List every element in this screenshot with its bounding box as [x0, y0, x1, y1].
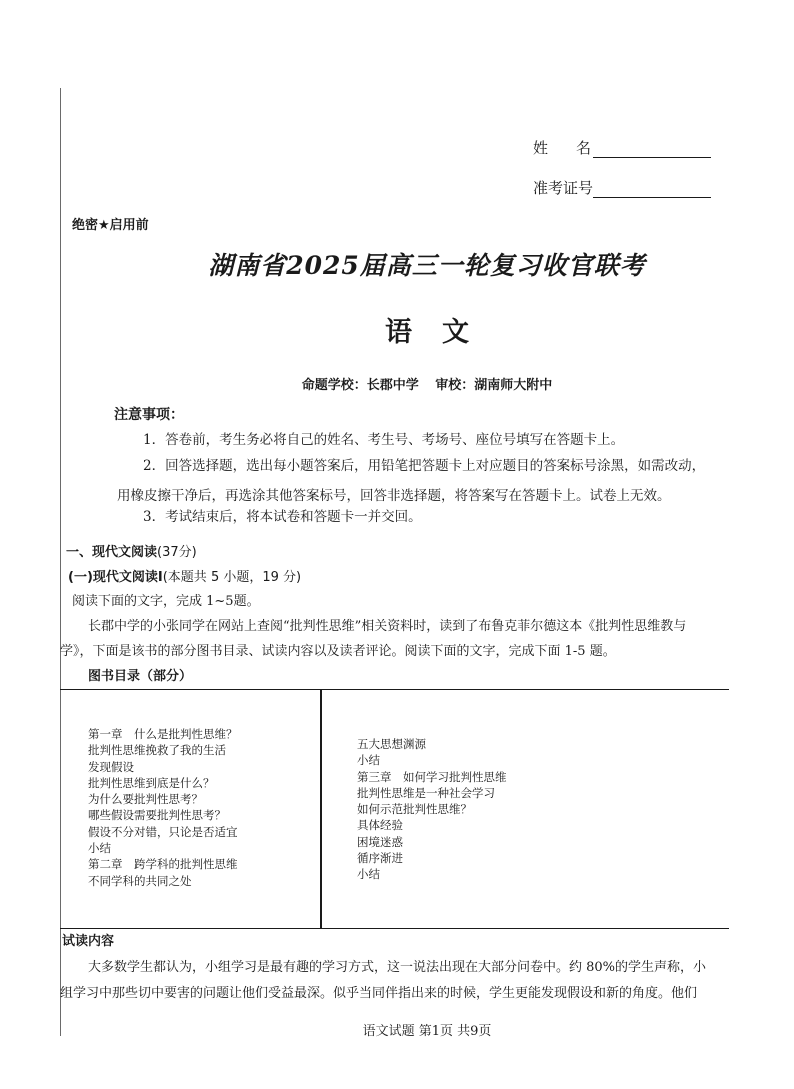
toc-entry: 为什么要批判性思考？	[88, 792, 203, 807]
toc-entry: 具体经验	[357, 818, 403, 833]
toc-entry: 小结	[357, 867, 380, 882]
notice-item-1: 1．答卷前，考生务必将自己的姓名、考生号、考场号、座位号填写在答题卡上。	[143, 432, 625, 448]
review-school: 审校：湖南师大附中	[435, 378, 553, 393]
candidate-info-block	[533, 134, 711, 214]
name-label: 姓名	[533, 139, 620, 157]
setter-school: 命题学校：长郡中学	[301, 378, 419, 393]
trial-line-2: 组学习中那些切中要害的问题让他们受益最深。似乎当同伴指出来的时候，学生更能发现假设和新的角度。他们	[60, 986, 698, 1001]
toc-entry: 第二章 跨学科的批判性思维	[88, 857, 238, 872]
section-1-score: (37分)	[157, 545, 197, 560]
toc-entry: 困境迷惑	[357, 834, 403, 849]
subsection-title: (一)现代文阅读Ⅰ	[68, 570, 163, 585]
toc-column-divider	[320, 690, 322, 928]
intro-paragraph-line-2: 学》，下面是该书的部分图书目录、试读内容以及读者评论。阅读下面的文字，完成下面 1-5 题。	[60, 644, 616, 659]
trial-heading: 试读内容	[62, 934, 115, 949]
trial-line-1: 大多数学生都认为，小组学习是最有趣的学习方式，这一说法出现在大部分问卷中。约 80%的学生声称，小	[88, 960, 707, 975]
notice-item-2: 2．回答选择题，选出每小题答案后，用铅笔把答题卡上对应题目的答案标号涂黑，如需改动，	[143, 458, 706, 474]
subsection-heading	[68, 566, 301, 585]
toc-entry: 小结	[88, 841, 111, 856]
confidential-mark: 绝密★启用前	[72, 218, 149, 233]
subsection-note: (本题共 5 小题，19 分)	[162, 570, 302, 585]
toc-entry: 如何示范批判性思维？	[357, 802, 472, 817]
id-number-label: 准考证号	[533, 179, 594, 197]
toc-entry: 第三章 如何学习批判性思维	[357, 769, 507, 784]
exam-title: 湖南省2025届高三一轮复习收官联考	[208, 251, 646, 280]
notice-item-3: 3．考试结束后，将本试卷和答题卡一并交回。	[143, 509, 422, 525]
toc-entry: 哪些假设需要批判性思考？	[88, 808, 226, 823]
toc-heading: 图书目录（部分）	[88, 669, 193, 684]
toc-entry: 循序渐进	[357, 851, 403, 866]
toc-entry: 五大思想渊源	[357, 737, 426, 751]
page-footer: 语文试题 第1页 共9页	[362, 1024, 492, 1039]
school-credits	[60, 374, 794, 393]
section-1-heading	[66, 541, 197, 560]
reading-instruction: 阅读下面的文字，完成 1~5题。	[72, 594, 260, 609]
intro-paragraph-line-1: 长郡中学的小张同学在网站上查阅“批判性思维”相关资料时，读到了布鲁克菲尔德这本《批判性思维教与	[88, 619, 687, 634]
id-row	[533, 174, 711, 198]
toc-table	[60, 689, 729, 929]
toc-entry: 第一章 什么是批判性思维？	[88, 727, 238, 741]
toc-right-column	[357, 736, 507, 883]
toc-entry: 发现假设	[88, 759, 134, 774]
toc-entry: 批判性思维挽救了我的生活	[88, 743, 226, 758]
notice-heading: 注意事项：	[114, 407, 184, 423]
section-1-title: 一、现代文阅读	[66, 545, 158, 560]
toc-entry: 批判性思维是一种社会学习	[357, 785, 495, 800]
toc-left-column	[88, 726, 238, 889]
toc-entry: 假设不分对错，只论是否适宜	[88, 824, 238, 839]
toc-entry: 小结	[357, 753, 380, 768]
toc-entry: 批判性思维到底是什么？	[88, 775, 215, 790]
name-field-line[interactable]	[593, 139, 711, 158]
notice-item-2-cont: 用橡皮擦干净后，再选涂其他答案标号，回答非选择题，将答案写在答题卡上。试卷上无效。	[117, 488, 671, 504]
name-row	[533, 134, 711, 158]
id-number-field-line[interactable]	[593, 179, 711, 198]
subject-title: 语文	[385, 317, 499, 348]
toc-entry: 不同学科的共同之处	[88, 873, 192, 888]
